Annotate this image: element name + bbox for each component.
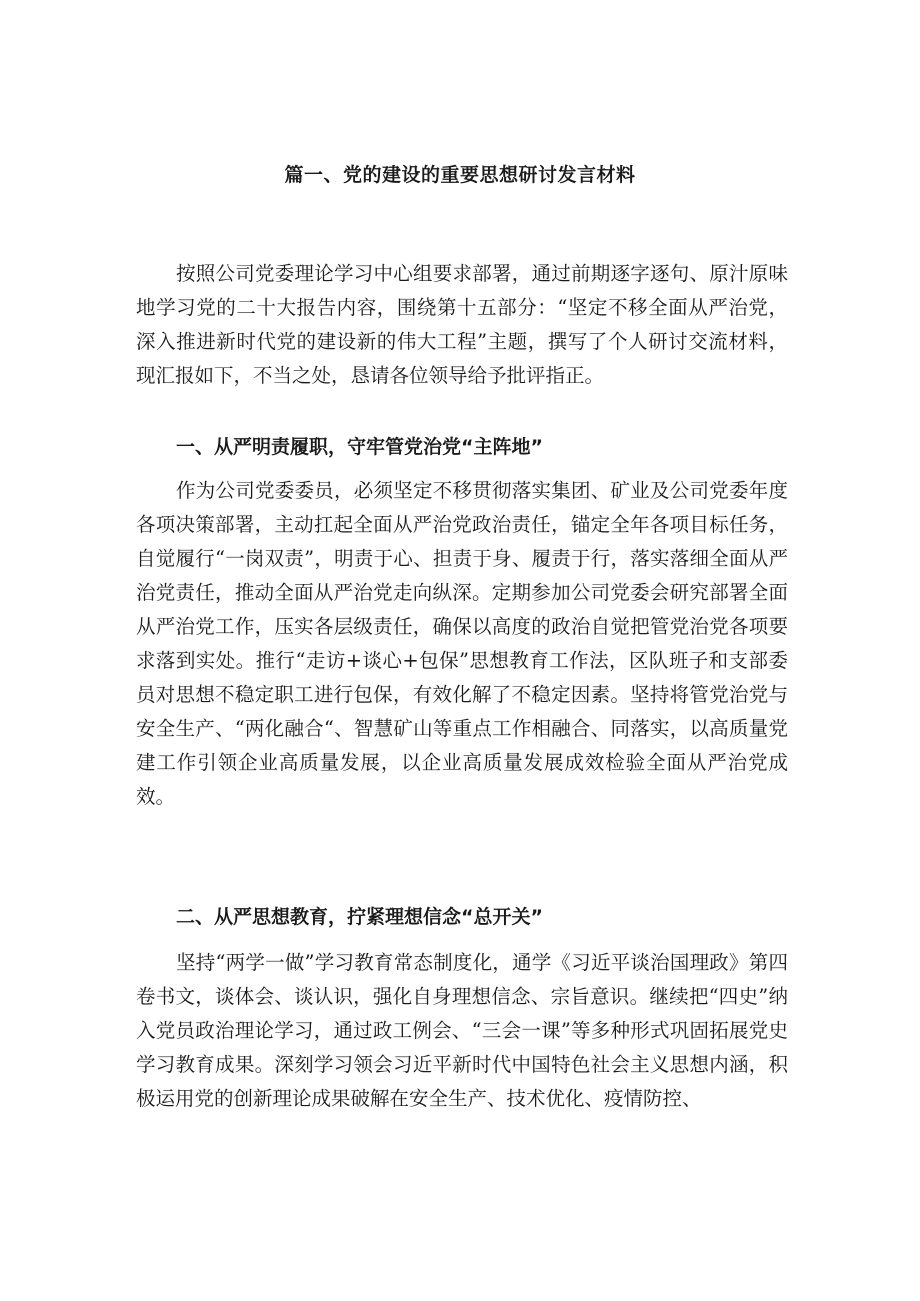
section-1-paragraph: 作为公司党委委员，必须坚定不移贯彻落实集团、矿业及公司党委年度各项决策部署，主动扛起全面从严治党政治责任，锚定全年各项目标任务，自觉履行“一岗双责”，明责于心、担责于身、履责于行，落实落细全面从严治党责任，推动全面从严治党走向纵深。定期参加公司党委会研究部署全面从严治党工作，压实各层级责任，确保以高度的政治自觉把管党治党各项要求落到实处。推行“走访+谈心+包保”思想教育工作法，区队班子和支部委员对思想不稳定职工进行包保，有效化解了不稳定因素。坚持将管党治党与安全生产、“两化融合“、智慧矿山等重点工作相融合、同落实，以高质量党建工作引领企业高质量发展，以企业高质量发展成效检验全面从严治党成效。 — [136, 479, 788, 808]
intro-paragraph-block — [136, 257, 788, 393]
section-1-body-block — [136, 474, 788, 814]
section-2-paragraph: 坚持“两学一做”学习教育常态制度化，通学《习近平谈治国理政》第四卷书文，谈体会、谈认识，强化自身理想信念、宗旨意识。继续把“四史”纳入党员政治理论学习，通过政工例会、“三会一课”等多种形式巩固拓展党史学习教育成果。深刻学习领会习近平新时代中国特色社会主义思想内涵，积极运用党的创新理论成果破解在安全生产、技术优化、疫情防控、 — [136, 951, 788, 1110]
section-heading-2: 二、从严思想教育，拧紧理想信念“总开关” — [176, 906, 543, 928]
section-2-body-block — [136, 946, 788, 1116]
document-title: 篇一、党的建设的重要思想研讨发言材料 — [284, 164, 636, 186]
intro-paragraph: 按照公司党委理论学习中心组要求部署，通过前期逐字逐句、原汁原味地学习党的二十大报告内容，围绕第十五部分：“坚定不移全面从严治党，深入推进新时代党的建设新的伟大工程”主题，撰写了个人研讨交流材料，现汇报如下，不当之处，恳请各位领导给予批评指正。 — [136, 262, 788, 387]
section-heading-1: 一、从严明责履职，守牢管党治党“主阵地” — [176, 436, 543, 458]
